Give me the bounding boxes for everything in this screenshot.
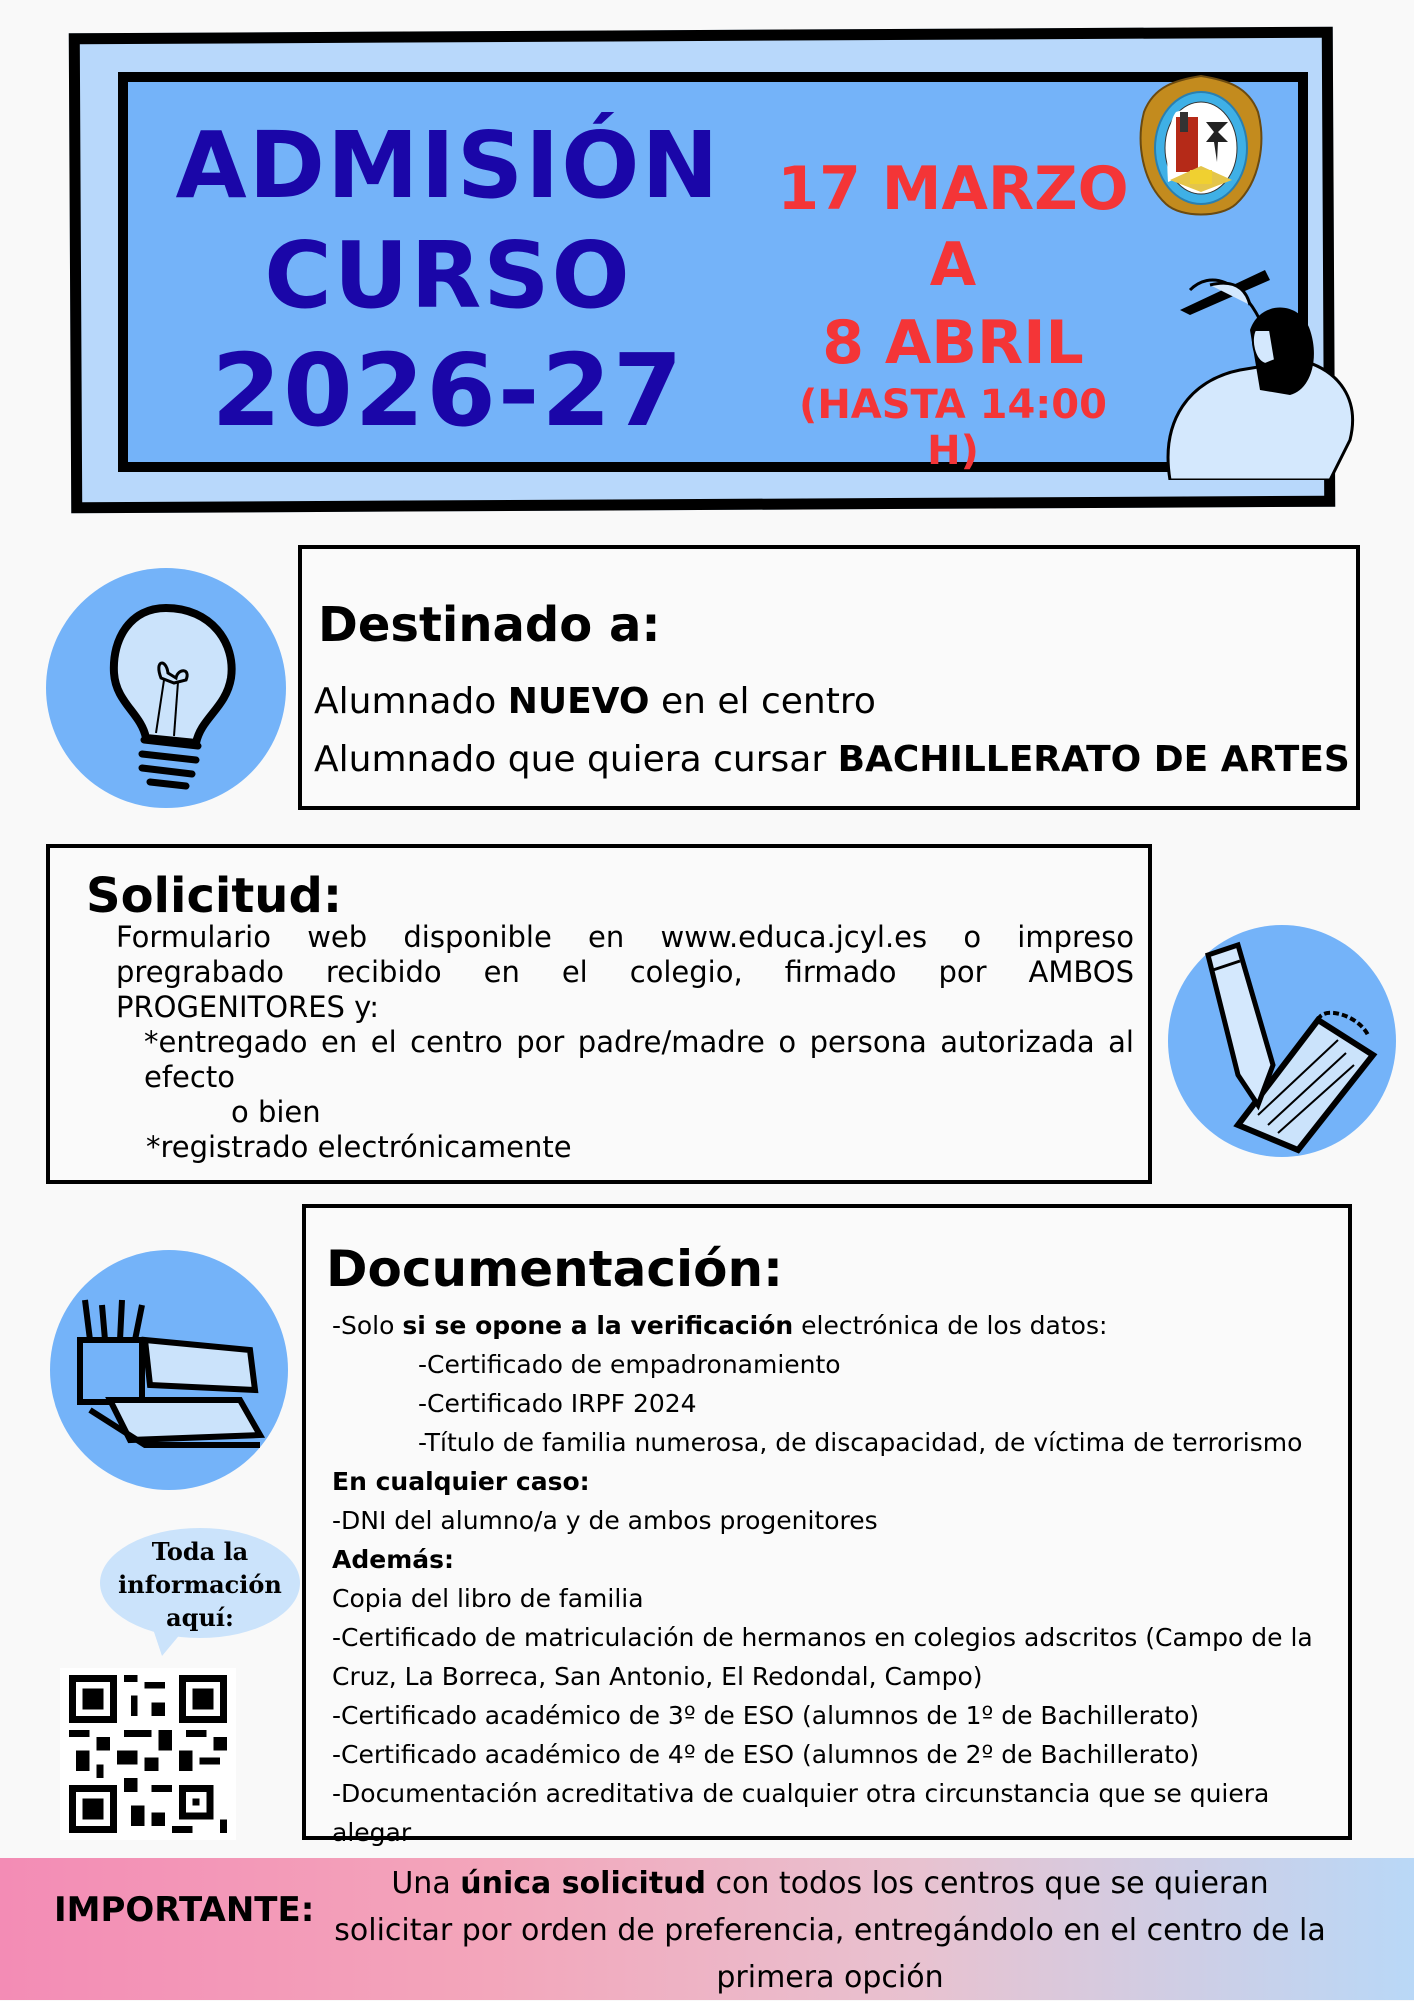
important-text: Una única solicitud con todos los centros que se quieran solicitar por orden de preferencia, entregándolo en el centro de la primera opción [334,1866,1326,1995]
application-option-electronic: *registrado electrónicamente [146,1130,572,1164]
application-paragraph: Formulario web disponible en www.educa.jcyl.es o impreso pregrabado recibido en el colegio, firmado por AMBOS PROGENITORES y: [116,920,1134,1024]
title-line-2: CURSO [264,222,632,329]
doc-item: -Certificado IRPF 2024 [418,1389,697,1418]
doc-item: -DNI del alumno/a y de ambos progenitores [332,1506,878,1535]
crest-logo [1136,72,1266,222]
books-pencils-icon [50,1250,288,1490]
doc-item: -Certificado de matriculación de hermanos en colegios adscritos (Campo de la Cruz, La Borreca, San Antonio, El Redondal, Campo) [332,1623,1313,1691]
besides-label: Además: [332,1545,454,1574]
any-case-label: En cualquier caso: [332,1467,590,1496]
doc-item: Copia del libro de familia [332,1584,644,1613]
documentation-box [302,1204,1352,1847]
audience-item-new-students: Alumnado NUEVO en el centro [314,681,876,722]
title-line-1: ADMISIÓN [175,112,721,219]
pencil-notepad-icon [1168,925,1396,1157]
date-end: 8 ABRIL [822,308,1084,378]
documentation-intro: -Solo si se opone a la verificación electrónica de los datos: [332,1311,1108,1340]
documentation-title: Documentación: [326,1240,784,1298]
date-deadline-time: (HASTA 14:00 H) [799,382,1107,474]
title-line-3: 2026-27 [211,332,685,449]
doc-item: -Certificado de empadronamiento [418,1350,841,1379]
lightbulb-icon-bg [46,568,286,808]
pencil-notepad-icon-bg [1168,925,1396,1157]
important-label: IMPORTANTE: [54,1890,315,1930]
audience-item-arts-bachillerato: Alumnado que quiera cursar BACHILLERATO DE ARTES [314,739,1350,780]
date-start: 17 MARZO [777,154,1129,224]
qr-code[interactable] [60,1668,236,1840]
target-audience-title: Destinado a: [318,597,661,653]
doc-item: -Certificado académico de 4º de ESO (alumnos de 2º de Bachillerato) [332,1740,1200,1769]
doc-item: -Título de familia numerosa, de discapacidad, de víctima de terrorismo [418,1428,1303,1457]
banner [118,72,1308,472]
doc-item: -Certificado académico de 3º de ESO (alumnos de 1º de Bachillerato) [332,1701,1200,1730]
application-box [46,844,1152,1184]
person-writing-illustration [1150,260,1370,480]
lightbulb-icon [46,568,286,808]
documentation-body [332,1306,1342,1852]
info-bubble-text: Toda la información aquí: [118,1537,282,1632]
doc-item: -Documentación acreditativa de cualquier otra circunstancia que se quiera alegar [332,1779,1270,1847]
date-connector: A [929,230,977,300]
application-option-deliver: *entregado en el centro por padre/madre o persona autorizada al efecto [144,1025,1134,1094]
application-body [116,920,1134,1165]
target-audience-box [298,545,1360,810]
application-connector: o bien [231,1095,321,1129]
target-audience-list [314,673,1350,789]
application-title: Solicitud: [86,868,343,924]
books-pencils-icon-bg [50,1250,288,1490]
